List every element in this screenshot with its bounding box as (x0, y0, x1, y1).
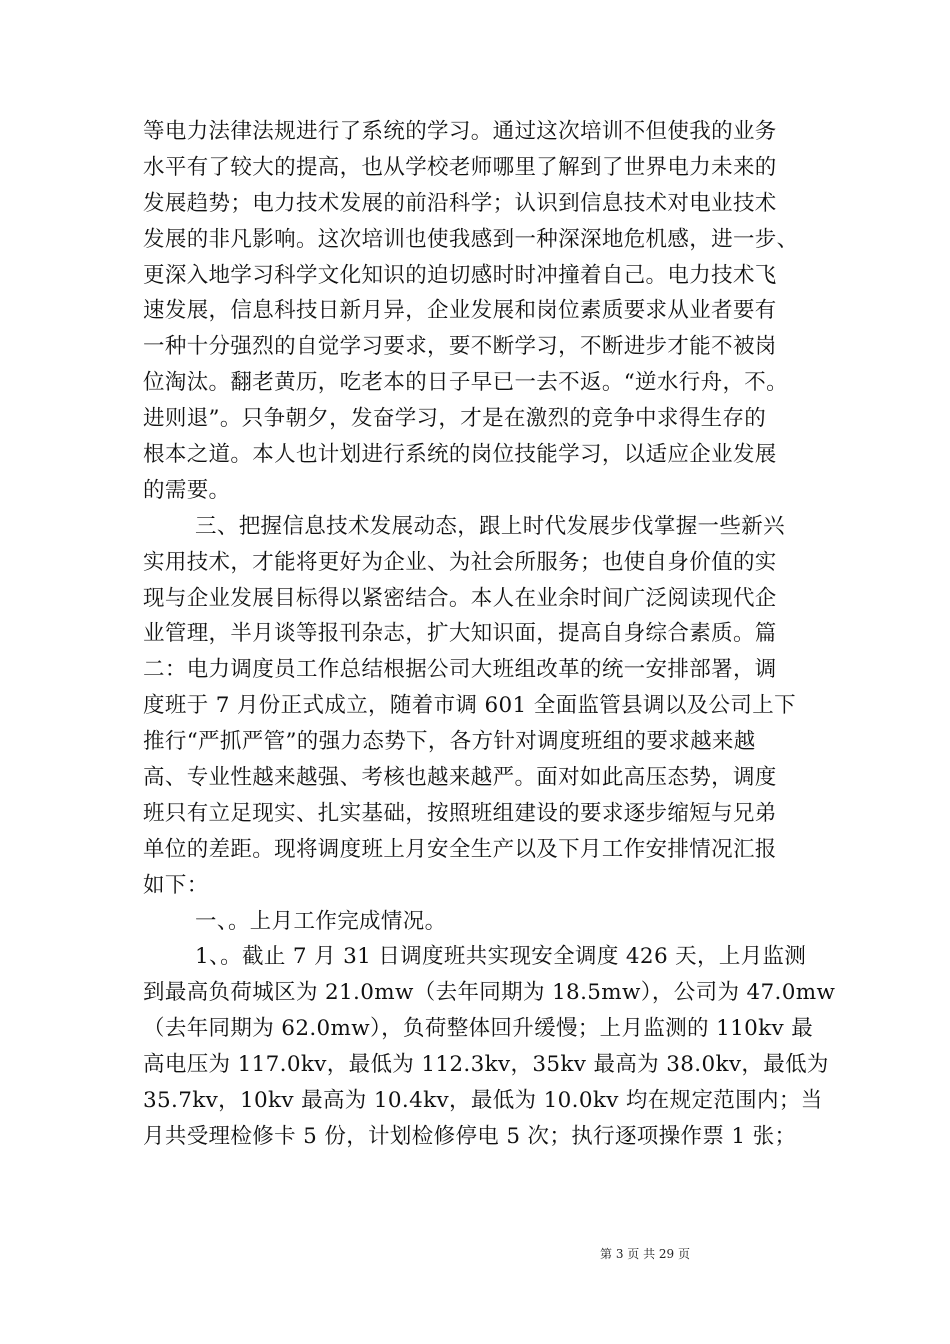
text-line: 的需要。 (143, 477, 231, 503)
text-line: （去年同期为 62.0mw），负荷整体回升缓慢；上月监测的 110kv 最 (143, 1016, 814, 1042)
text-line: 单位的差距。现将调度班上月安全生产以及下月工作安排情况汇报 (143, 836, 777, 862)
text-line: 推行“严抓严管”的强力态势下，各方针对调度班组的要求越来越 (143, 729, 756, 755)
text-line: 进则退”。只争朝夕，发奋学习，才是在激烈的竞争中求得生存的 (143, 406, 767, 432)
text-line: 高电压为 117.0kv，最低为 112.3kv，35kv 最高为 38.0kv，最低为 (143, 1052, 829, 1078)
text-line: 35.7kv，10kv 最高为 10.4kv，最低为 10.0kv 均在规定范围内；当 (143, 1088, 823, 1114)
text-line: 度班于 7 月份正式成立，随着市调 601 全面监管县调以及公司上下 (143, 693, 796, 719)
text-line: 二：电力调度员工作总结根据公司大班组改革的统一安排部署，调 (143, 657, 777, 683)
body-text (143, 114, 836, 1155)
text-line: 如下： (143, 872, 209, 898)
text-line: 发展趋势；电力技术发展的前沿科学；认识到信息技术对电业技术 (143, 190, 777, 216)
text-line: 更深入地学习科学文化知识的迫切感时时冲撞着自己。电力技术飞 (143, 262, 777, 288)
text-line: 一、。上月工作完成情况。 (195, 908, 447, 934)
text-line: 三、把握信息技术发展动态，跟上时代发展步伐掌握一些新兴 (195, 513, 785, 539)
text-line: 高、专业性越来越强、考核也越来越严。面对如此高压态势，调度 (143, 765, 777, 791)
text-line: 一种十分强烈的自觉学习要求，要不断学习，不断进步才能不被岗 (143, 334, 777, 360)
text-line: 实用技术，才能将更好为企业、为社会所服务；也使自身价值的实 (143, 549, 777, 575)
text-line: 到最高负荷城区为 21.0mw（去年同期为 18.5mw），公司为 47.0mw (143, 980, 836, 1006)
text-line: 水平有了较大的提高，也从学校老师哪里了解到了世界电力未来的 (143, 154, 777, 180)
text-line: 班只有立足现实、扎实基础，按照班组建设的要求逐步缩短与兄弟 (143, 800, 777, 826)
text-line: 月共受理检修卡 5 份，计划检修停电 5 次；执行逐项操作票 1 张； (143, 1123, 797, 1149)
text-line: 1、。截止 7 月 31 日调度班共实现安全调度 426 天，上月监测 (195, 944, 807, 970)
text-line: 根本之道。本人也计划进行系统的岗位技能学习，以适应企业发展 (143, 442, 777, 468)
text-line: 速发展，信息科技日新月异，企业发展和岗位素质要求从业者要有 (143, 298, 777, 324)
text-line: 业管理，半月谈等报刊杂志，扩大知识面，提高自身综合素质。篇 (143, 621, 777, 647)
text-line: 现与企业发展目标得以紧密结合。本人在业余时间广泛阅读现代企 (143, 585, 777, 611)
text-line: 位淘汰。翻老黄历，吃老本的日子早已一去不返。“逆水行舟，不。 (143, 370, 788, 396)
page-number-footer: 第 3 页 共 29 页 (600, 1247, 690, 1261)
text-line: 等电力法律法规进行了系统的学习。通过这次培训不但使我的业务 (143, 119, 777, 144)
text-line: 发展的非凡影响。这次培训也使我感到一种深深地危机感，进一步、 (143, 226, 799, 252)
